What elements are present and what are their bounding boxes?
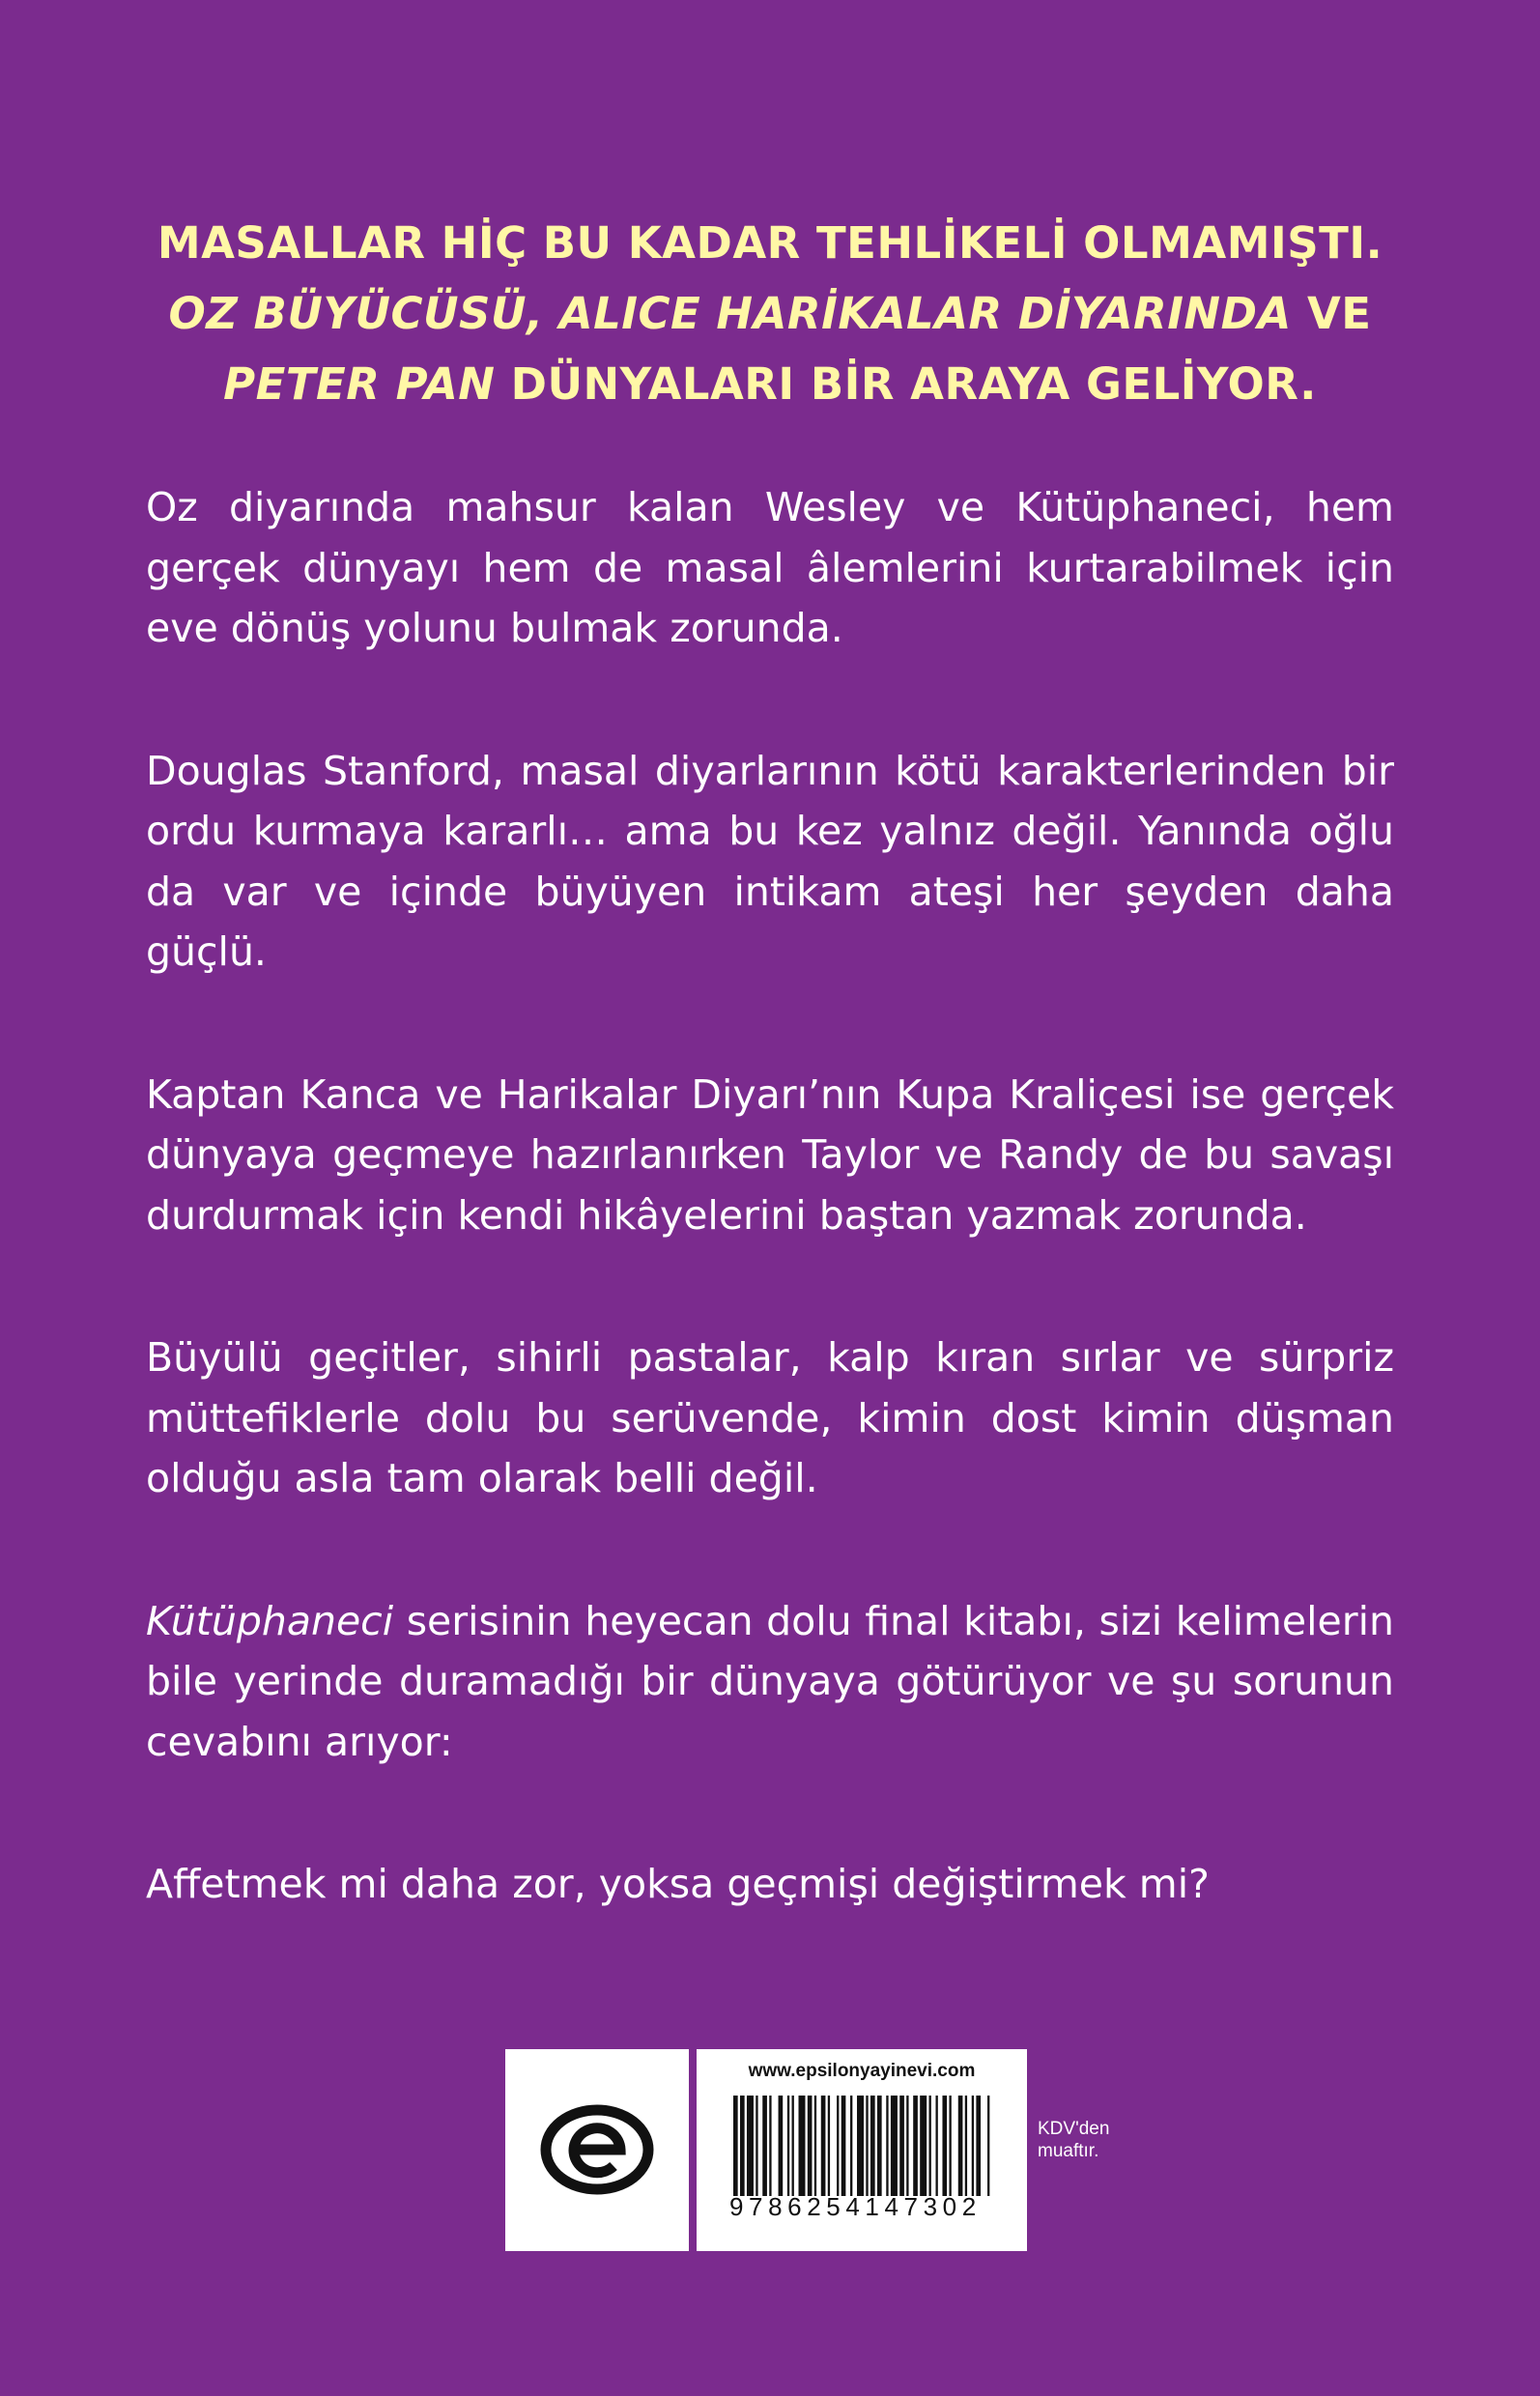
barcode-bar <box>987 2096 989 2196</box>
barcode-box <box>697 2049 1027 2251</box>
headline-book-titles: OZ BÜYÜCÜSÜ, ALICE HARİKALAR DİYARINDA <box>168 288 1292 339</box>
barcode-bar <box>747 2096 754 2196</box>
barcode-bar <box>929 2096 931 2196</box>
barcode-bar <box>891 2096 898 2196</box>
publisher-website: www.epsilonyayinevi.com <box>748 2061 976 2081</box>
paragraph-2: Douglas Stanford, masal diyarlarının kötü karakterlerinden bir ordu kurmaya kararlı… ama bu kez yalnız değil. Yanında oğlu da var ve içinde büyüyen intikam ateşi her şeyden daha güçlü. <box>146 747 1394 975</box>
barcode-bar <box>965 2096 967 2196</box>
barcode-bar <box>972 2096 974 2196</box>
barcode-bar <box>756 2096 757 2196</box>
isbn-number: 9786254147302 <box>729 2192 982 2221</box>
barcode-bar <box>792 2096 794 2196</box>
barcode-bar <box>850 2096 852 2196</box>
tax-note-line-1: KDV'den <box>1038 2119 1110 2139</box>
barcode-bar <box>942 2096 947 2196</box>
tax-note-line-2: muaftır. <box>1038 2141 1099 2161</box>
paragraph-3: Kaptan Kanca ve Harikalar Diyarı’nın Kupa Kraliçesi ise gerçek dünyaya geçmeye hazırlanırken Taylor ve Randy de bu savaşı durdurmak için kendi hikâyelerini baştan yazmak zorunda. <box>146 1070 1394 1239</box>
headline-line-2 <box>145 278 1395 349</box>
paragraph-5 <box>146 1591 1394 1773</box>
barcode-bar <box>821 2096 826 2196</box>
barcode-bar <box>877 2096 882 2196</box>
barcode-bar <box>779 2096 784 2196</box>
barcode-bar <box>769 2096 771 2196</box>
barcode-bar <box>814 2096 816 2196</box>
publisher-logo-box <box>505 2049 689 2251</box>
barcode-bar <box>841 2096 846 2196</box>
barcode-bar <box>886 2096 888 2196</box>
barcode-bar <box>733 2096 738 2196</box>
epsilon-e-logo-icon <box>539 2101 655 2198</box>
barcode-bar <box>857 2096 864 2196</box>
barcode-bar <box>920 2096 927 2196</box>
headline <box>145 208 1395 419</box>
tax-exempt-note <box>1038 2118 1109 2162</box>
barcode-bar <box>828 2096 830 2196</box>
barcode-bar <box>899 2096 904 2196</box>
barcode-bar <box>808 2096 813 2196</box>
series-title: Kütüphaneci <box>146 1597 394 1644</box>
paragraph-5-text: serisinin heyecan dolu final kitabı, sizi kelimelerin bile yerinde duramadığı bir dünyaya götürüyor ve şu sorunun cevabını arıyor: <box>146 1597 1394 1765</box>
headline-peter-pan-title: PETER PAN <box>223 358 496 410</box>
barcode-bar <box>935 2096 937 2196</box>
barcode-bar <box>976 2096 981 2196</box>
barcode-bar <box>866 2096 868 2196</box>
barcode-bar <box>799 2096 806 2196</box>
barcode-bar <box>787 2096 789 2196</box>
barcode-bar <box>913 2096 918 2196</box>
barcode-bar <box>958 2096 963 2196</box>
barcode-bar <box>906 2096 908 2196</box>
barcode-bar <box>949 2096 951 2196</box>
paragraph-4: Büyülü geçitler, sihirli pastalar, kalp kıran sırlar ve sürpriz müttefiklerle dolu bu serüvende, kimin dost kimin düşman olduğu asla tam olarak belli değil. <box>146 1334 1394 1501</box>
barcode-bar <box>762 2096 767 2196</box>
headline-line-3-text: DÜNYALARI BİR ARAYA GELİYOR. <box>495 358 1317 410</box>
closing-question: Affetmek mi daha zor, yoksa geçmişi değiştirmek mi? <box>146 1861 1210 1907</box>
headline-line-1: MASALLAR HİÇ BU KADAR TEHLİKELİ OLMAMIŞTI. <box>157 217 1383 269</box>
paragraph-1: Oz diyarında mahsur kalan Wesley ve Kütüphaneci, hem gerçek dünyayı hem de masal âlemlerini kurtarabilmek için eve dönüş yolunu bulmak zorunda. <box>146 484 1394 651</box>
barcode-bar <box>837 2096 839 2196</box>
headline-connector: VE <box>1291 288 1372 339</box>
barcode-bars <box>733 2096 994 2196</box>
barcode-bar <box>740 2096 745 2196</box>
headline-line-3 <box>145 349 1395 419</box>
barcode-bar <box>870 2096 875 2196</box>
blurb-body <box>146 477 1394 1915</box>
